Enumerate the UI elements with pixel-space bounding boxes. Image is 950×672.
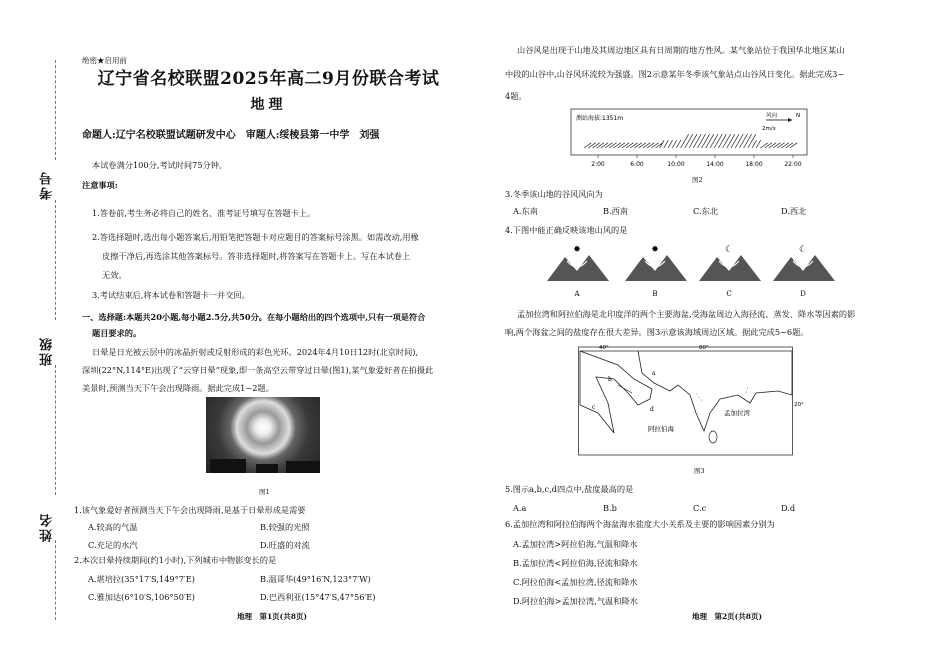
diagram-d — [773, 245, 835, 298]
binding-line — [55, 200, 56, 320]
q3-option-b: B.西南 — [603, 206, 628, 216]
wind-arrow — [647, 143, 654, 148]
wind-arrow — [630, 143, 637, 148]
q2-option-a: A.堪培拉(35°17′S,149°7′E) — [88, 574, 195, 584]
secret-mark: 绝密★启用前 — [82, 56, 127, 65]
wind-arrow — [748, 134, 756, 148]
note-2: 2.答选择题时,选出每小题答案后,用铅笔把答题卡对应题目的答案标号涂黑。如需改动,用橡 — [92, 232, 419, 242]
section-title: 一、选择题:本题共20小题,每小题2.5分,共50分。在每小题给出的四个选项中,只有一项是符合 — [82, 312, 426, 322]
wind-arrow — [651, 143, 658, 148]
svg-text:☾: ☾ — [724, 245, 734, 255]
passage-2: 山谷风是出现于山地及其周边地区具有日周期的地方性风。某气象站位于我国华北地区某山 — [517, 45, 845, 55]
binding-line — [55, 540, 56, 620]
page-right — [475, 0, 950, 672]
wind-arrow — [668, 140, 673, 148]
wind-arrow — [760, 143, 767, 148]
passage-3: 响,两个海盆之间的盐度存在很大差异。图3示意该海域周边区域。据此完成5~6题。 — [505, 327, 809, 337]
wind-arrow — [714, 134, 722, 148]
note-1: 1.答卷前,考生务必将自己的姓名、准考证号填写在答题卡上。 — [92, 208, 316, 218]
wind-arrow — [613, 143, 620, 148]
q2-option-d: D.巴西利亚(15°47′S,47°56′E) — [260, 592, 376, 602]
diagram-b-label: B — [652, 290, 658, 298]
q4-stem: 4.下图中能正确反映该地山风的是 — [505, 225, 628, 235]
figure-1-caption: 图1 — [259, 488, 270, 496]
wind-arrow — [710, 134, 718, 148]
point-b-label: b — [608, 376, 612, 383]
q5-option-b: B.b — [603, 503, 617, 513]
time-tick-label: 22:00 — [784, 161, 802, 168]
wind-arrow — [727, 134, 735, 148]
name-label: 姓名 — [40, 512, 55, 542]
svg-text:✸: ✸ — [651, 245, 659, 255]
q3-stem: 3.冬季该山地的谷风风向为 — [505, 189, 603, 199]
wind-arrow — [752, 140, 757, 148]
time-axis — [591, 155, 802, 168]
figure-2-caption: 图2 — [692, 176, 703, 184]
wind-arrow — [672, 140, 677, 148]
wind-arrow — [584, 143, 591, 148]
wind-barbs — [584, 134, 797, 148]
passage-2: 中段的山谷中,山谷风环流较为强盛。图2示意某年冬季该气象站点山谷风日变化。据此完成3~ — [505, 69, 845, 79]
q6-option-d: D.阿拉伯海>孟加拉湾,气温和降水 — [513, 596, 638, 606]
time-tick-label: 18:00 — [745, 161, 763, 168]
wind-arrow — [790, 143, 797, 148]
wind-arrow — [601, 143, 608, 148]
diagram-a — [547, 245, 609, 298]
wind-arrow — [626, 143, 633, 148]
q5-option-a: A.a — [513, 503, 527, 513]
lon-80-label: 80° — [699, 345, 709, 351]
q3-option-d: D.西北 — [781, 206, 807, 216]
page-footer: 地理 第1页(共8页) — [236, 612, 308, 621]
q5-stem: 5.图示a,b,c,d四点中,盐度最高的是 — [505, 484, 634, 494]
wind-arrow — [786, 143, 793, 148]
wind-arrow — [706, 134, 714, 148]
wind-arrow — [769, 143, 776, 148]
passage-1: 日晕是日光被云层中的冰晶折射或反射形成的彩色光环。2024年4月10日12时(北京时间), — [92, 347, 419, 357]
wind-arrow — [739, 134, 747, 148]
wind-arrow — [718, 134, 726, 148]
q1-option-a: A.较高的气温 — [88, 522, 138, 532]
wind-arrow — [731, 134, 739, 148]
wind-arrow — [588, 143, 595, 148]
wind-arrow — [655, 143, 662, 148]
sun-halo-photo — [206, 397, 320, 473]
wind-arrow — [777, 143, 784, 148]
diagram-a-label: A — [574, 290, 580, 298]
wind-arrow — [643, 143, 650, 148]
notes-title: 注意事项: — [82, 180, 118, 190]
time-tick-label: 2:00 — [591, 161, 605, 168]
passage-3: 孟加拉湾和阿拉伯海是北印度洋的两个主要海盆,受海盆周边入海径流、蒸发、降水等因素的影 — [517, 309, 856, 319]
wind-arrow — [592, 143, 599, 148]
q4-mountain-diagrams — [547, 243, 847, 301]
station-altitude-label: 测站海拔:1351m — [576, 115, 624, 122]
wind-legend-label: 风向 — [766, 113, 778, 119]
wind-arrow — [693, 134, 701, 148]
q6-option-a: A.孟加拉湾>阿拉伯海,气温和降水 — [513, 539, 638, 549]
q1-option-c: C.充足的水汽 — [88, 540, 138, 550]
wind-arrow — [597, 143, 604, 148]
wind-arrow — [689, 134, 697, 148]
time-tick-label: 14:00 — [706, 161, 724, 168]
wind-arrow — [773, 143, 780, 148]
time-tick-label: 10:00 — [667, 161, 685, 168]
passage-1: 深圳(22°N,114°E)出现了“云穿日晕”现象,即一条高空云带穿过日晕(图1),某气象爱好者在拍摄此 — [82, 365, 434, 375]
wind-arrow — [735, 134, 743, 148]
wind-scale-label: 2m/s — [762, 126, 776, 132]
score-info: 本试卷满分100分,考试时间75分钟。 — [92, 160, 228, 170]
q1-option-d: D.旺盛的对流 — [260, 540, 310, 550]
wind-arrow — [702, 134, 710, 148]
lon-40-label: 40° — [599, 345, 609, 351]
q5-option-c: C.c — [693, 503, 707, 513]
time-tick-label: 6:00 — [630, 161, 644, 168]
wind-arrow — [781, 143, 788, 148]
q6-option-b: B.孟加拉湾<阿拉伯海,径流和降水 — [513, 558, 638, 568]
diagram-b — [625, 245, 687, 298]
binding-line — [55, 60, 56, 160]
diagram-c — [699, 245, 761, 298]
class-label: 班级 — [40, 336, 55, 366]
note-2-cont: 皮擦干净后,再选涂其他答案标号。答非选择题时,将答案写在答题卡上。写在本试卷上 — [102, 251, 411, 261]
q3-option-a: A.东南 — [513, 206, 538, 216]
wind-arrow — [756, 140, 761, 148]
wind-arrow — [660, 140, 665, 148]
wind-arrow — [622, 143, 629, 148]
page-footer: 地理 第2页(共8页) — [691, 612, 763, 621]
svg-text:☾: ☾ — [798, 245, 808, 255]
north-label: N — [796, 113, 801, 119]
sri-lanka — [709, 431, 717, 443]
wind-arrow — [685, 134, 693, 148]
wind-arrow — [664, 140, 669, 148]
note-2-cont: 无效。 — [102, 270, 127, 280]
figure-3-caption: 图3 — [694, 467, 705, 475]
wind-arrow — [618, 143, 625, 148]
q3-option-c: C.东北 — [693, 206, 718, 216]
figure-2-valley-wind — [570, 108, 810, 174]
q6-stem: 6.孟加拉湾和阿拉伯海两个海盆海水盐度大小关系及主要的影响因素分别为 — [505, 519, 775, 529]
point-a-label: a — [652, 370, 656, 377]
bay-of-bengal-label: 孟加拉湾 — [724, 409, 750, 417]
point-c-label: c — [592, 404, 596, 411]
arabian-sea-label: 阿拉伯海 — [648, 425, 674, 433]
svg-text:✸: ✸ — [573, 245, 581, 255]
subject-title: 地理 — [250, 97, 287, 113]
passage-1: 美景时,预测当天下午会出现降雨。据此完成1~2题。 — [82, 383, 274, 393]
section-title-cont: 题目要求的。 — [92, 328, 142, 338]
q6-option-c: C.阿拉伯海<孟加拉湾,径流和降水 — [513, 577, 638, 587]
exam-title: 辽宁省名校联盟2025年高二9月份联合考试 — [97, 69, 440, 89]
diagram-d-label: D — [800, 290, 806, 298]
q1-option-b: B.较强的光照 — [260, 522, 310, 532]
q2-option-c: C.雅加达(6°10′S,106°50′E) — [88, 592, 196, 602]
wind-arrow — [723, 134, 731, 148]
wind-arrow — [744, 134, 752, 148]
wind-legend-arrowhead — [788, 118, 792, 122]
note-3: 3.考试结束后,将本试卷和答题卡一并交回。 — [92, 290, 250, 300]
wind-arrow — [676, 140, 681, 148]
wind-arrow — [605, 143, 612, 148]
passage-2: 4题。 — [505, 91, 527, 101]
diagram-c-label: C — [726, 290, 732, 298]
lat-20-label: 20° — [794, 402, 804, 408]
point-d-label: d — [650, 406, 654, 413]
wind-arrow — [609, 143, 616, 148]
wind-arrow — [634, 143, 641, 148]
wind-arrow — [765, 143, 772, 148]
q2-stem: 2.本次日晕持续期间(约1小时),下列城市中物影变长的是 — [74, 555, 277, 565]
wind-arrow — [697, 134, 705, 148]
exam-number-label: 考号 — [40, 170, 55, 200]
q2-option-b: B.温哥华(49°16′N,123°7′W) — [260, 574, 371, 584]
q5-option-d: D.d — [781, 503, 796, 513]
wind-arrow — [681, 134, 689, 148]
figure-3-map — [578, 343, 804, 459]
q1-stem: 1.该气象爱好者预测当天下午会出现降雨,是基于日晕形成是需要 — [74, 505, 306, 515]
wind-arrow — [639, 143, 646, 148]
binding-line — [55, 365, 56, 495]
authors-line: 命题人:辽宁名校联盟试题研发中心 审题人:绥棱县第一中学 刘强 — [82, 130, 380, 141]
